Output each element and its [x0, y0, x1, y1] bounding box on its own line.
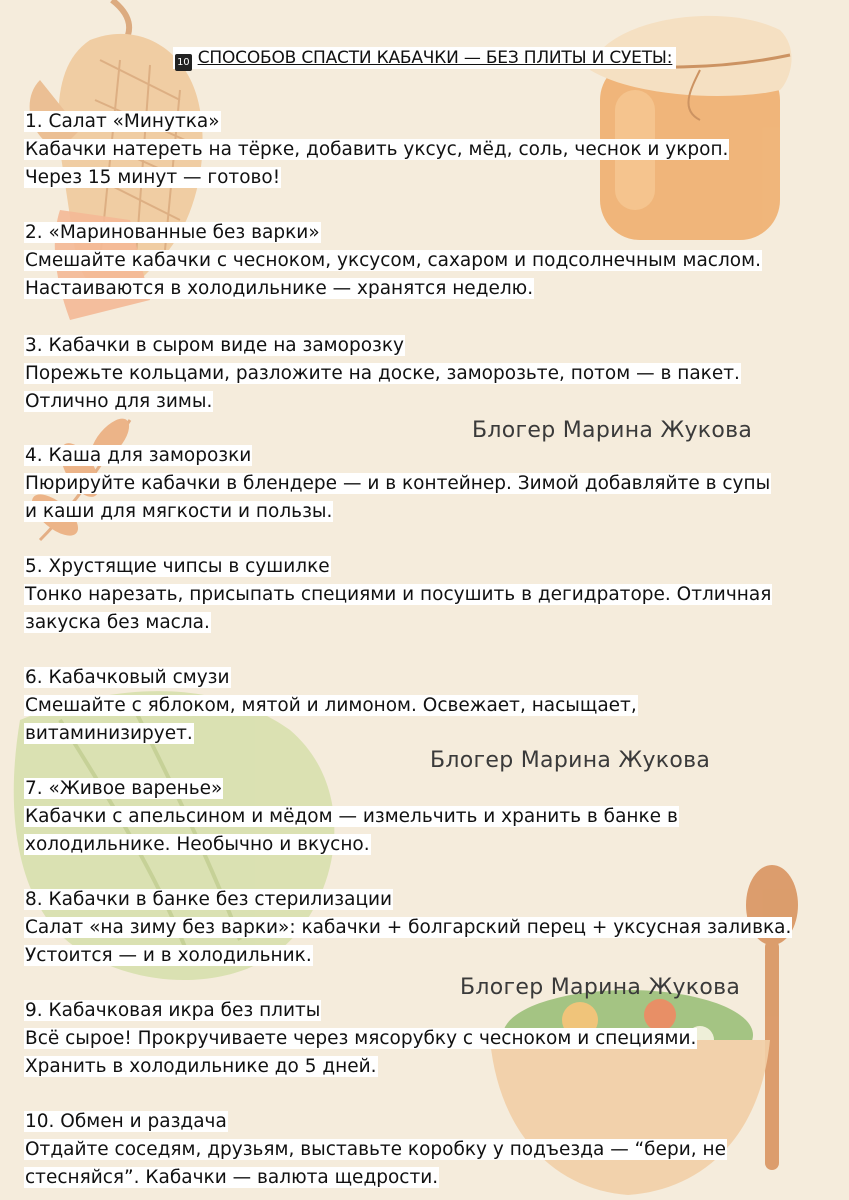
item-text: Кабачки натереть на тёрке, добавить уксус, мёд, соль, чеснок и укроп. — [25, 139, 729, 160]
item-text: Всё сырое! Прокручиваете через мясорубку с чесноком и специями. — [25, 1028, 697, 1049]
list-item — [24, 332, 741, 416]
watermark: Блогер Марина Жукова — [460, 975, 741, 1000]
item-text: Устоится — и в холодильник. — [25, 945, 312, 966]
page-title-text: СПОСОБОВ СПАСТИ КАБАЧКИ — БЕЗ ПЛИТЫ И СУЕТЫ: — [197, 48, 673, 68]
item-text: Смешайте кабачки с чесноком, уксусом, сахаром и подсолнечным маслом. — [25, 250, 761, 271]
watermark: Блогер Марина Жукова — [472, 418, 753, 443]
list-item — [24, 664, 638, 748]
item-text: Пюрируйте кабачки в блендере — и в контейнер. Зимой добавляйте в супы — [25, 473, 771, 494]
item-text: и каши для мягкости и пользы. — [25, 501, 333, 522]
list-item — [24, 553, 772, 637]
item-heading: 7. «Живое варенье» — [25, 778, 223, 799]
list-item — [24, 775, 679, 859]
item-heading: 5. Хрустящие чипсы в сушилке — [25, 556, 330, 577]
list-item — [24, 1108, 727, 1192]
item-text: Салат «на зиму без варки»: кабачки + болгарский перец + уксусная заливка. — [25, 917, 792, 938]
item-heading: 6. Кабачковый смузи — [25, 667, 230, 688]
item-text: витаминизирует. — [25, 723, 193, 744]
item-heading: 2. «Маринованные без варки» — [25, 222, 320, 243]
list-item — [24, 219, 762, 303]
item-text: Отдайте соседям, друзьям, выставьте коробку у подъезда — “бери, не — [25, 1139, 726, 1160]
item-text: стесняйся”. Кабачки — валюта щедрости. — [25, 1167, 439, 1188]
item-heading: 3. Кабачки в сыром виде на заморозку — [25, 335, 404, 356]
item-text: Через 15 минут — готово! — [25, 167, 281, 188]
item-heading: 9. Кабачковая икра без плиты — [25, 1000, 321, 1021]
item-text: холодильнике. Необычно и вкусно. — [25, 834, 370, 855]
list-item — [24, 886, 792, 970]
item-heading: 1. Салат «Минутка» — [25, 111, 220, 132]
item-text: Порежьте кольцами, разложите на доске, заморозьте, потом — в пакет. — [25, 363, 740, 384]
item-text: закуска без масла. — [25, 612, 210, 633]
item-text: Кабачки с апельсином и мёдом — измельчить и хранить в банке в — [25, 806, 678, 827]
item-text: Хранить в холодильнике до 5 дней. — [25, 1056, 377, 1077]
watermark: Блогер Марина Жукова — [430, 748, 711, 773]
number-10-icon: 10 — [175, 54, 192, 71]
page-title — [0, 48, 849, 71]
item-text: Отлично для зимы. — [25, 391, 213, 412]
item-heading: 10. Обмен и раздача — [25, 1111, 227, 1132]
list-item — [24, 442, 771, 526]
list-item — [24, 108, 729, 192]
item-heading: 4. Каша для заморозки — [25, 445, 252, 466]
item-heading: 8. Кабачки в банке без стерилизации — [25, 889, 393, 910]
item-text: Смешайте с яблоком, мятой и лимоном. Освежает, насыщает, — [25, 695, 637, 716]
item-text: Настаиваются в холодильнике — хранятся неделю. — [25, 278, 534, 299]
list-item — [24, 997, 697, 1081]
item-text: Тонко нарезать, присыпать специями и посушить в дегидраторе. Отличная — [25, 584, 772, 605]
